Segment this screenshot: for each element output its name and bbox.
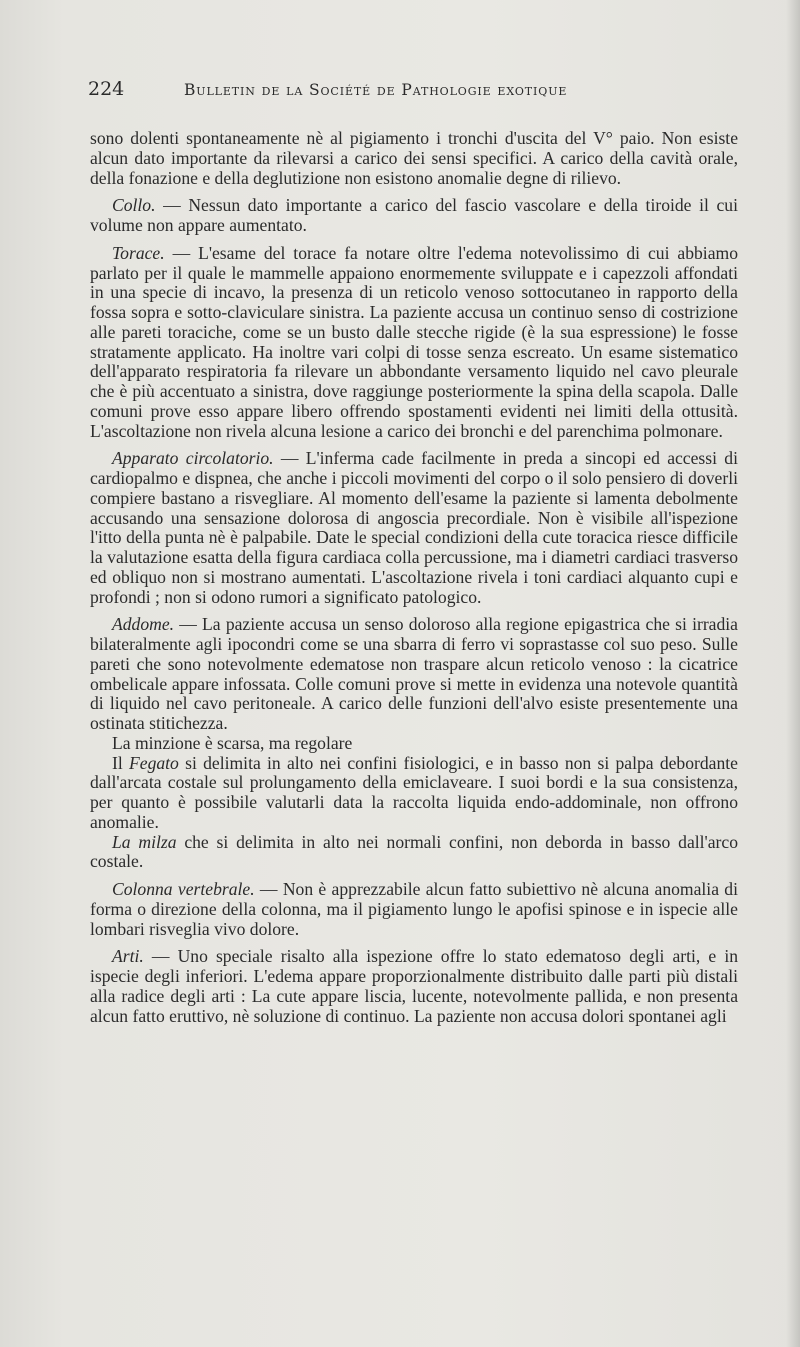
section-heading-torace: Torace. (112, 242, 165, 263)
running-title: Bulletin de la Société de Pathologie exotique (184, 81, 568, 99)
paragraph-text: si delimita in alto nei confini fisiologici, e in basso non si palpa debordante dall'arcata costale sul prolungamento della emiclaveare. I suoi bordi e la sua consistenza, per quanto è possibile valutarli data la raccolta liquida endo-addominale, non offrono anomalie. (90, 752, 738, 832)
paragraph-apparato-circolatorio (90, 449, 738, 607)
paragraph-minzione (90, 734, 738, 754)
paragraph-milza (90, 833, 738, 873)
paragraph-text: — L'inferma cade facilmente in preda a sincopi ed accessi di cardiopalmo e dispnea, che anche i piccoli movimenti del corpo o il solo pensiero di doverli compiere bastano a risvegliare. Al momento dell'esame la paziente si lamenta debolmente accusando una sensazione dolorosa di angoscia precordiale. Non è visibile all'ispezione l'itto della punta nè è palpabile. Date le special condizioni della cute toracica riesce difficile la valutazione esatta della figura cardiaca colla percussione, ma i diametri cardiaci trasverso ed obliquo non si mostrano aumentati. L'ascoltazione rivela i toni cardiaci alquanto cupi e profondi ; non si odono rumori a significato patologico. (90, 448, 738, 607)
paragraph-collo (90, 196, 738, 236)
paragraph-text: — La paziente accusa un senso doloroso alla regione epigastrica che si irradia bilateralmente agli ipocondri come se una sbarra di ferro vi soprastasse col suo peso. Sulle pareti che sono notevolmente edematose non traspare alcun reticolo venoso : la cicatrice ombelicale appare infossata. Colle comuni prove si mette in evidenza una notevole quantità di liquido nel cavo peritoneale. A carico delle funzioni dell'alvo esiste presentemente una ostinata stitichezza. (90, 614, 738, 733)
section-heading-collo: Collo. (112, 195, 156, 216)
page-edge-shadow (786, 0, 800, 1347)
section-heading-addome: Addome. (112, 614, 175, 635)
paragraph-sensi (90, 129, 738, 188)
paragraph-addome (90, 615, 738, 734)
paragraph-text: — Nessun dato importante a carico del fascio vascolare e della tiroide il cui volume non appare aumentato. (90, 195, 738, 235)
section-heading-fegato: Fegato (129, 752, 179, 773)
paragraph-colonna-vertebrale (90, 880, 738, 939)
paragraph-text: che si delimita in alto nei normali confini, non deborda in basso dall'arco costale. (90, 831, 738, 872)
paragraph-text-lead: Il (112, 752, 130, 773)
paragraph-torace (90, 244, 738, 442)
section-heading-apparato-circolatorio: Apparato circolatorio. (112, 448, 274, 469)
section-heading-milza: La milza (112, 831, 177, 852)
paragraph-fegato (90, 754, 738, 833)
article-body (90, 129, 738, 1026)
page-number: 224 (88, 78, 125, 100)
paragraph-arti (90, 947, 738, 1026)
paragraph-text: — Uno speciale risalto alla ispezione offre lo stato edematoso degli arti, e in ispecie degli inferiori. L'edema appare proporzionalmente distribuito dalle parti più distali alla radice degli arti : La cute appare liscia, lucente, notevolmente pallida, e non presenta alcun fatto eruttivo, nè soluzione di continuo. La paziente non accusa dolori spontanei agli (90, 946, 738, 1026)
paragraph-text: — L'esame del torace fa notare oltre l'edema notevolissimo di cui abbiamo parlato per il quale le mammelle appaiono enormemente sviluppate e i capezzoli affondati in una specie di incavo, la presenza di un reticolo venoso sottocutaneo in rapporto della fossa sopra e sotto-claviculare sinistra. La paziente accusa un continuo senso di costrizione alle pareti toraciche, come se un busto dalle stecche rigide (è la sua espressione) le fosse stratamente applicato. Ha inoltre vari colpi di tosse senza escreato. Un esame sistematico dell'apparato respiratoria fa rilevare un abbondante versamento liquido nel cavo pleurale che è più accentuato a sinistra, dove raggiunge posteriormente la spina della scapola. Dalle comuni prove esso appare libero offrendo spostamenti evidenti nei limiti della ottusità. L'ascoltazione non rivela alcuna lesione a carico dei bronchi e del parenchima polmonare. (90, 242, 738, 441)
paragraph-text: — Non è apprezzabile alcun fatto subiettivo nè alcuna anomalia di forma o direzione della colonna, ma il pigiamento lungo le apofisi spinose e in ispecie alle lombari risveglia vivo dolore. (90, 879, 738, 939)
paragraph-text: La minzione è scarsa, ma regolare (112, 732, 353, 753)
section-heading-colonna-vertebrale: Colonna vertebrale. (112, 879, 255, 899)
paragraph-text: sono dolenti spontaneamente nè al pigiamento i tronchi d'uscita del V° paio. Non esiste alcun dato importante da rilevarsi a carico dei sensi specifici. A carico della cavità orale, della fonazione e della deglutizione non esistono anomalie degne di rilievo. (90, 128, 738, 188)
page-header (88, 78, 728, 100)
section-heading-arti: Arti. (112, 946, 144, 967)
